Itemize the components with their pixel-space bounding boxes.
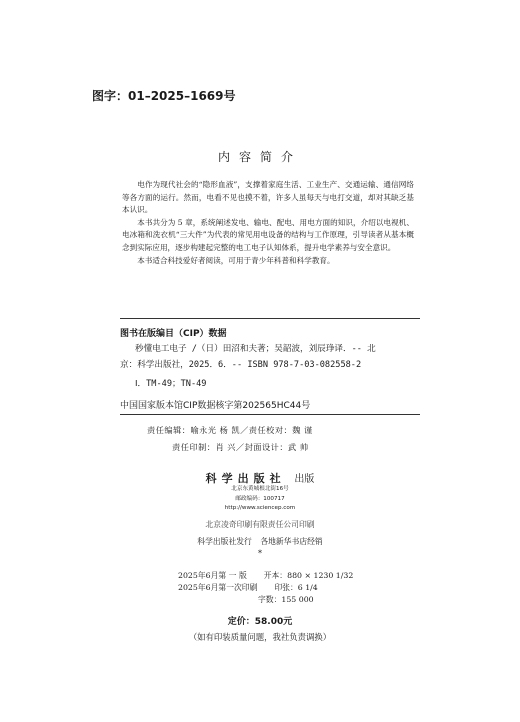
cip-bottom-divider	[120, 414, 420, 415]
printer-line: 北京凌奇印刷有限责任公司印刷	[205, 520, 315, 529]
printed-sheets: 印张：6 1/4	[274, 583, 318, 592]
edition-info	[178, 570, 353, 581]
cip-top-divider	[120, 318, 420, 319]
cip-publisher-line: 京：科学出版社，2025．6．-- ISBN 978-7-03-082558-2	[120, 360, 362, 370]
intro-paragraph: 本书适合科技爱好者阅读，可用于青少年科普和科学教育。	[137, 255, 335, 265]
word-count: 字数：155 000	[258, 595, 314, 604]
editors-line: 责任编辑：喻永光 杨 凯／责任校对：魏 谨	[147, 425, 313, 435]
price: 定价：58.00元	[227, 617, 293, 627]
intro-paragraph: 电作为现代社会的“隐形血液”，支撑着家庭生活、工业生产、交通运输、通信网络等各方面的运行。然而，电看不见也摸不着，许多人虽每天与电打交道，却对其缺乏基本认识。	[122, 180, 414, 215]
publisher-address: 北京东黄城根北街16号	[231, 486, 289, 492]
cip-record-number: 中国国家版本馆CIP数据核字第202565HC44号	[120, 401, 311, 411]
printing-date: 2025年6月第一次印刷	[178, 583, 258, 592]
production-line: 责任印制：肖 兴／封面设计：武 帅	[172, 442, 309, 452]
quality-notice: （如有印装质量问题，我社负责调换）	[188, 632, 332, 642]
edition-date: 2025年6月第 一 版	[178, 571, 247, 580]
publisher-website: http://www.sciencep.com	[224, 505, 296, 511]
cip-heading: 图书在版编目（CIP）数据	[120, 329, 227, 339]
publisher-name: 科学出版社	[205, 472, 286, 485]
intro-body	[122, 179, 414, 267]
intro-heading: 内容简介	[217, 150, 302, 164]
printing-info	[178, 582, 318, 593]
book-format: 开本：880 × 1230 1/32	[263, 571, 354, 580]
publisher-suffix: 出版	[294, 474, 315, 485]
publisher-postcode: 邮政编码：100717	[235, 496, 285, 502]
cip-classification-line: Ⅰ．TM-49；TN-49	[135, 379, 207, 389]
separator-star: *	[258, 549, 262, 558]
distribution-line: 科学出版社发行 各地新华书店经销	[197, 537, 323, 546]
copyright-permit-number: 图字：01–2025–1669号	[92, 89, 236, 103]
intro-paragraph: 本书共分为 5 章，系统阐述发电、输电、配电、用电方面的知识，介绍以电视机、电冰箱和洗衣机“三大件”为代表的常见用电设备的结构与工作原理，引导读者从基本概念到实际应用，逐步构建起完整的电工电子认知体系，提升电学素养与安全意识。	[122, 217, 414, 252]
cip-title-line: 秒懂电工电子 /（日）田沼和夫著；吴韶波，刘辰琤译．-- 北	[135, 344, 376, 354]
